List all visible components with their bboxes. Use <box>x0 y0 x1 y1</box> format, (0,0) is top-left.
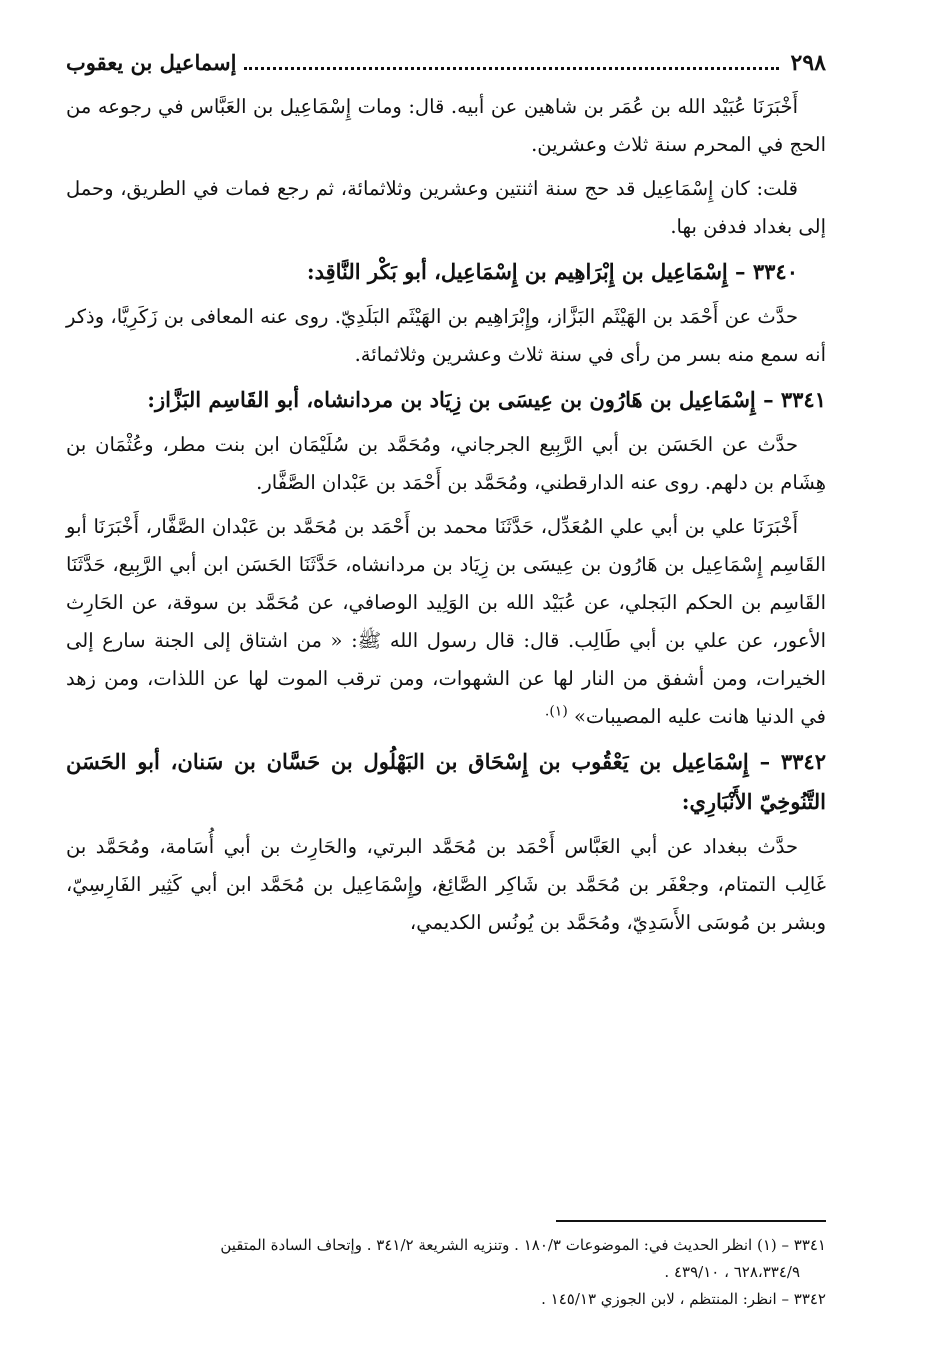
footnote-3342: ٣٣٤٢ – انظر: المنتظم ، لابن الجوزي ١٤٥/١٣ . <box>541 1290 826 1308</box>
footnote-divider <box>556 1220 826 1222</box>
book-page <box>66 46 826 1308</box>
paragraph: قلت: كان إِسْمَاعِيل قد حج سنة اثنتين وعشرين وثلاثمائة، ثم رجع فمات في الطريق، وحمل إلى بغداد فدفن بها. <box>66 177 826 238</box>
footnote-3341: ٣٣٤١ – (١) انظر الحديث في: الموضوعات ١٨٠/٣ . وتنزيه الشريعة ٣٤١/٢ . وإتحاف السادة المتقين <box>220 1236 826 1254</box>
entry-heading-3342: ٣٣٤٢ – إِسْمَاعِيل بن يَعْقُوب بن إِسْحَاق بن البَهْلُول بن حَسَّان بن سَنان، أبو الحَسَن التَّنُوخِيّ الأَنْبَارِي: <box>66 749 826 814</box>
paragraph: حدَّث عن الحَسَن بن أبي الرَّبِيع الجرجاني، ومُحَمَّد بن سُلَيْمَان ابن بنت مطر، وعُثْمَان بن هِشَام بن دلهم. روى عنه الدارقطني، ومُحَمَّد بن أَحْمَد بن عَبْدان الصَّفَّار. <box>66 433 826 494</box>
page-body <box>66 88 826 942</box>
footnote-3341-continued: ٦٢٨،٣٣٤/٩ ، ٤٣٩/١٠ . <box>664 1263 800 1281</box>
dotted-leader <box>244 67 778 70</box>
entry-heading-3341: ٣٣٤١ – إِسْمَاعِيل بن هَارُون بن عِيسَى بن زِيَاد بن مردانشاه، أبو القَاسِم البَزَّاز: <box>147 387 826 412</box>
hadith-paragraph <box>66 508 826 736</box>
hadith-text: أَخْبَرَنَا علي بن أبي علي المُعَدِّل، حَدَّثَنَا محمد بن أَحْمَد بن مُحَمَّد بن عَبْدان الصَّفَّار، أَخْبَرَنَا أبو القَاسِم إِسْمَاعِيل بن هَارُون بن عِيسَى بن زِيَاد بن مردانشاه، حَدَّثَنَا الحَسَن ابن أبي الرَّبِيع، حَدَّثَنَا القَاسِم بن الحكم البَجلي، عن عُبَيْد الله بن الوَلِيد الوصافي، عن مُحَمَّد بن سوقة، عن الحَارِث الأعور، عن علي بن أبي طَالِب. قال: قال رسول الله ﷺ: « من اشتاق إلى الجنة سارع إلى الخيرات، ومن أشفق من النار لها عن الشهوات، ومن ترقب الموت لها عن اللذات، ومن زهد في الدنيا هانت عليه المصيبات» <box>66 515 826 728</box>
running-title: إسماعيل بن يعقوب <box>66 50 237 75</box>
footnote-reference[interactable]: (١). <box>544 703 568 720</box>
page-header <box>66 46 826 80</box>
paragraph: حدَّث عن أَحْمَد بن الهَيْثَم البَزَّاز، وإِبْرَاهِيم بن الهَيْثَم البَلَدِيّ. روى عنه المعافى بن زَكَرِيَّا، وذكر أنه سمع منه بسر من رأى في سنة ثلاث وعشرين وثلاثمائة. <box>66 305 826 366</box>
page-number: ٢٩٨ <box>790 50 826 76</box>
entry-heading-3340: ٣٣٤٠ – إِسْمَاعِيل بن إِبْرَاهِيم بن إِسْمَاعِيل، أبو بَكْر النَّاقِد: <box>306 259 798 284</box>
paragraph: حدَّث ببغداد عن أبي العَبَّاس أَحْمَد بن مُحَمَّد البرتي، والحَارِث بن أبي أُسَامة، ومُحَمَّد بن غَالِب التمتام، وجعْفَر بن مُحَمَّد بن شَاكِر الصَّائِغ، وإِسْمَاعِيل بن مُحَمَّد ابن أبي كَثِير الفَارِسِيّ، وبشر بن مُوسَى الأَسَدِيّ، ومُحَمَّد بن يُونُس الكديمي، <box>66 835 826 934</box>
footnotes <box>66 1232 826 1313</box>
paragraph: أَخْبَرَنَا عُبَيْد الله بن عُمَر بن شاهين عن أبيه. قال: ومات إِسْمَاعِيل بن العَبَّاس في رجوعه من الحج في المحرم سنة ثلاث وعشرين. <box>66 95 826 156</box>
